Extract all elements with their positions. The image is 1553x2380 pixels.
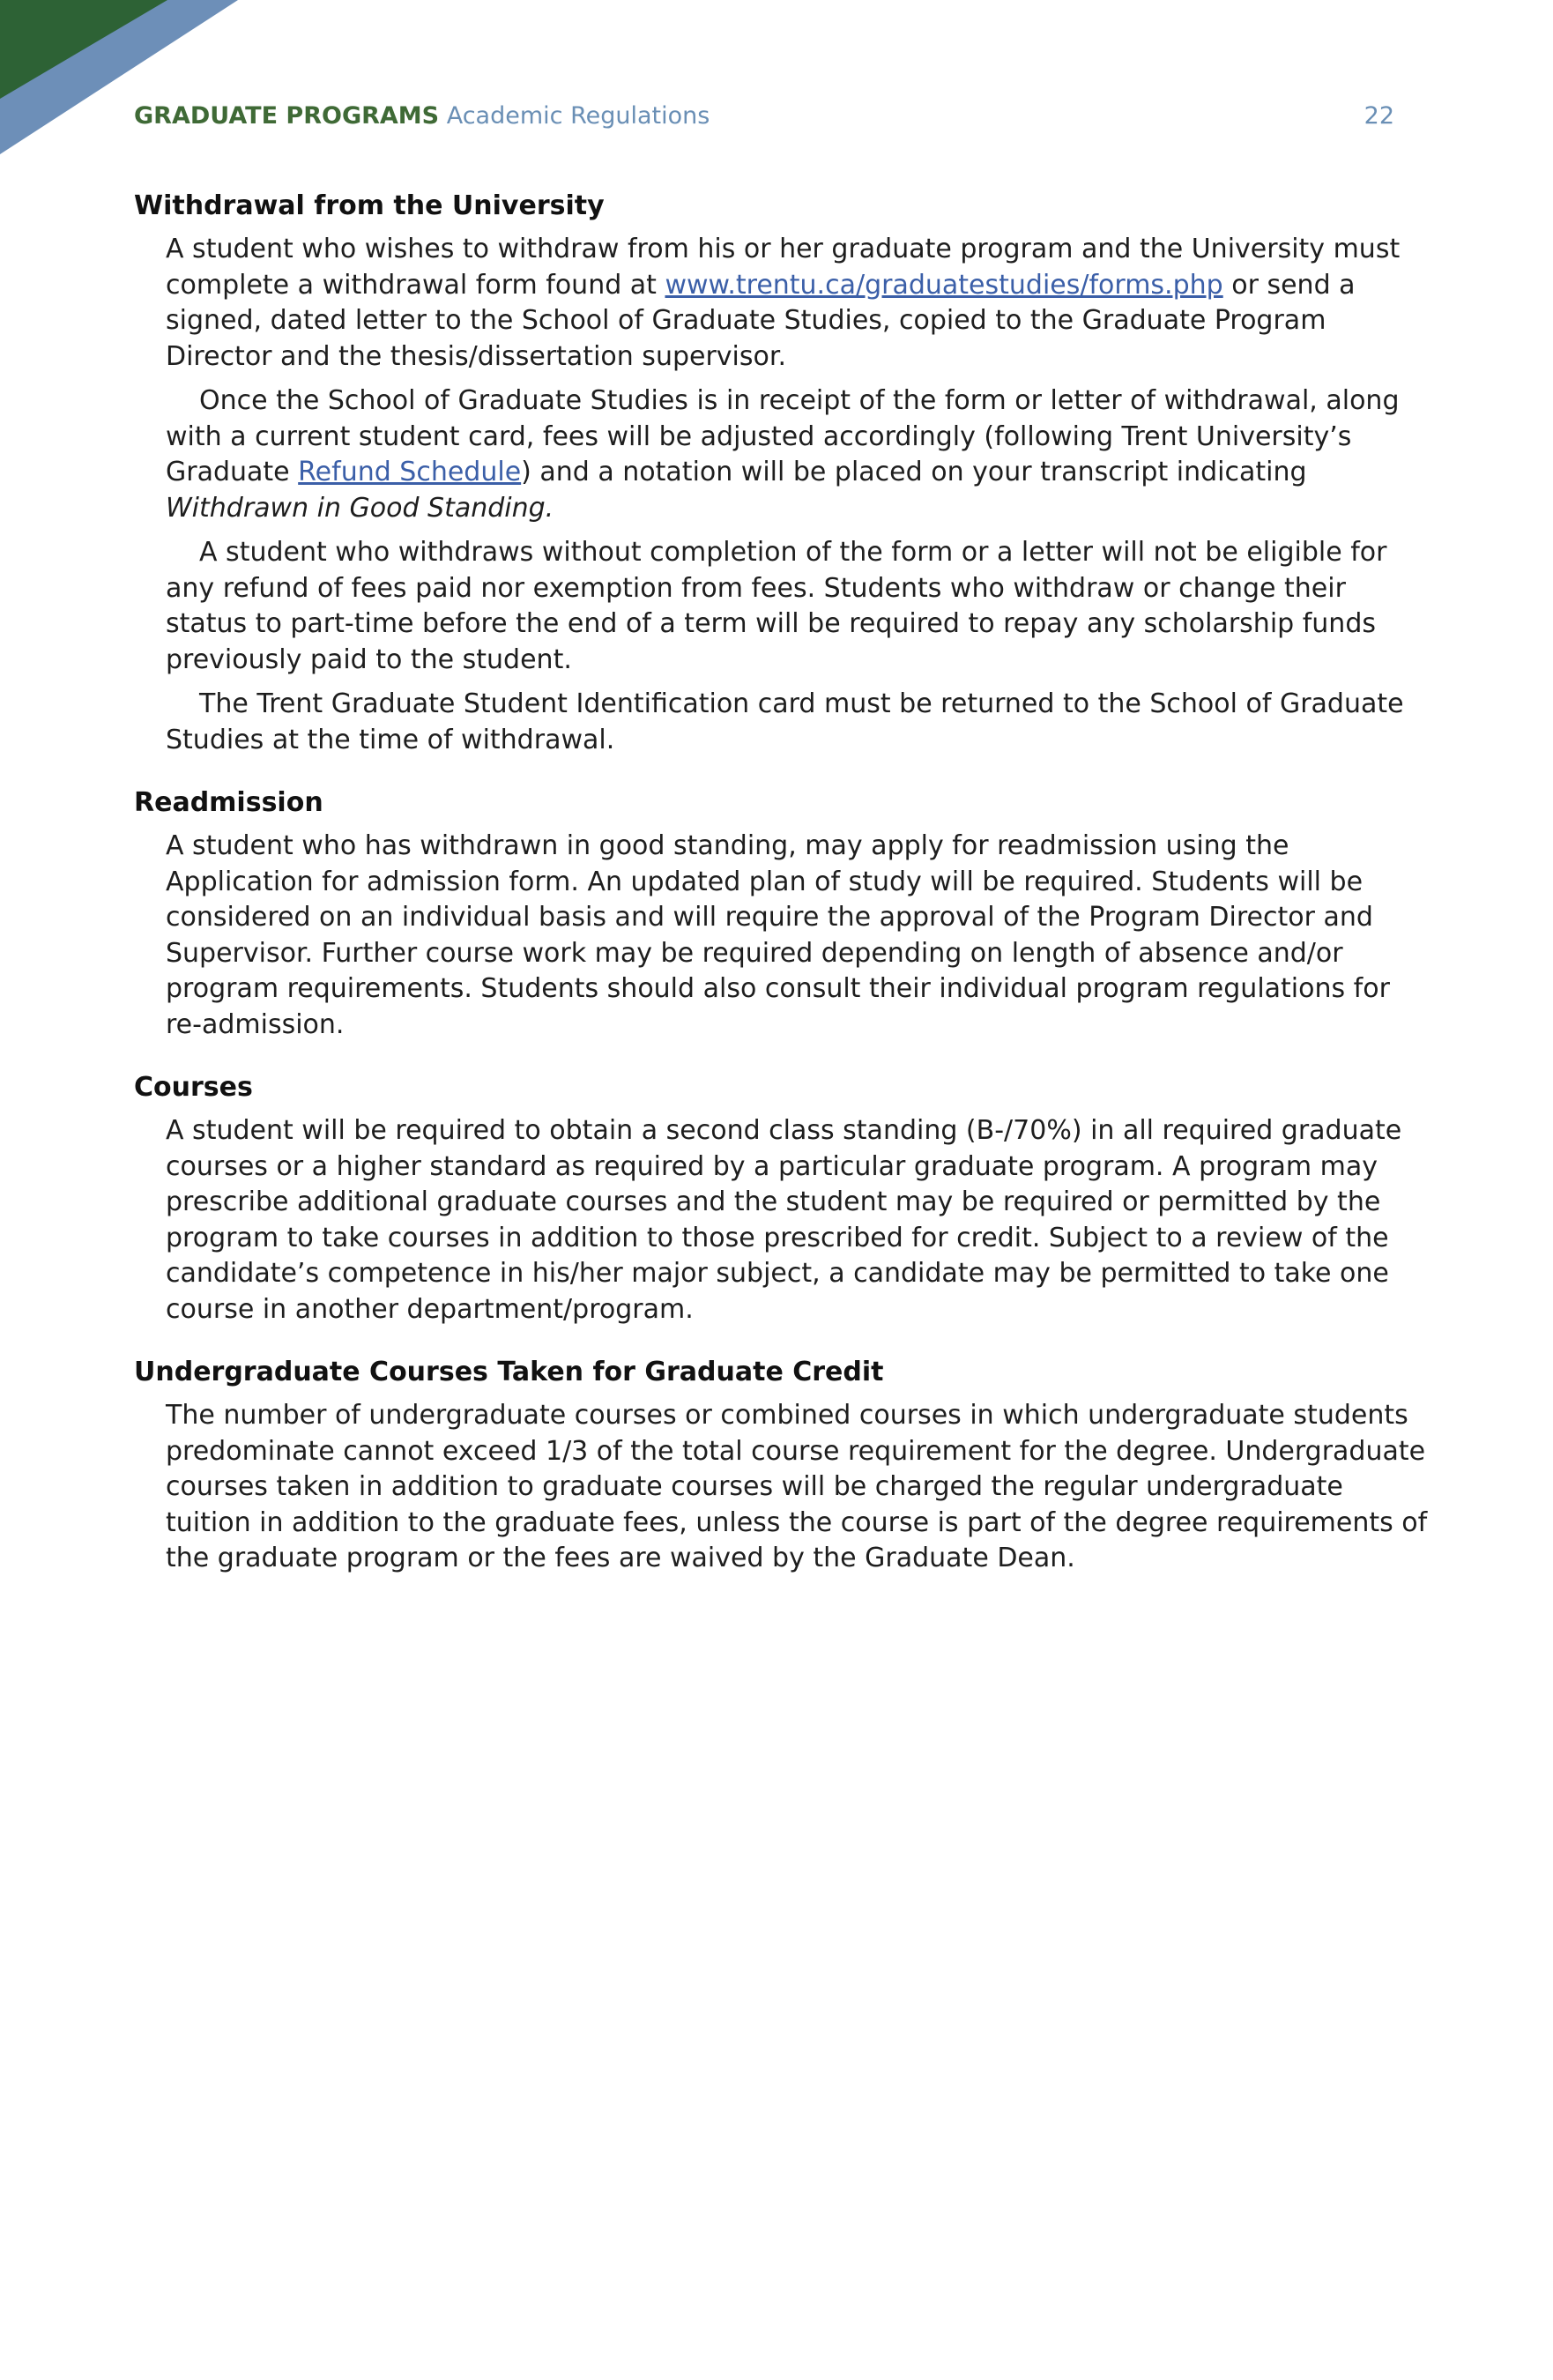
refund-schedule-link[interactable]: Refund Schedule: [298, 457, 522, 487]
running-header: [134, 99, 1394, 134]
paragraph-text: Once the School of Graduate Studies is in receipt of the form or letter of withdrawal, along with a current student card, fees will be adjusted accordingly (following Trent University’s Graduate: [166, 385, 1400, 487]
section-heading-courses: Courses: [134, 1072, 253, 1103]
section-withdrawal: [134, 188, 1430, 758]
section-heading-undergraduate-courses: Undergraduate Courses Taken for Graduate Credit: [134, 1357, 884, 1387]
section-heading-readmission: Readmission: [134, 787, 323, 818]
italic-notation: Withdrawn in Good Standing.: [166, 492, 554, 524]
paragraph: The number of undergraduate courses or combined courses in which undergraduate students predominate cannot exceed 1/3 of the total course requirement for the degree. Undergraduate courses taken in addition to graduate courses will be charged the regular undergraduate tuition in addition to the graduate fees, unless the course is part of the degree requirements of the graduate program or the fees are waived by the Graduate Dean.: [166, 1400, 1428, 1573]
corner-decoration: [0, 0, 264, 176]
paragraph: A student who has withdrawn in good standing, may apply for readmission using the Application for admission form. An updated plan of study will be required. Students will be considered on an individual basis and will require the approval of the Program Director and Supervisor. Further course work may be required depending on length of absence and/or program requirements. Students should also consult their individual program regulations for re-admission.: [166, 830, 1390, 1040]
paragraph-text: ) and a notation will be placed on your transcript indicating: [521, 457, 1307, 487]
paragraph: [166, 383, 1430, 526]
forms-link[interactable]: www.trentu.ca/graduatestudies/forms.php: [665, 269, 1223, 301]
paragraph: A student who withdraws without completion of the form or a letter will not be eligible for any refund of fees paid nor exemption from fees. Students who withdraw or change their status to part-time before the end of a term will be required to repay any scholarship funds previously paid to the student.: [166, 537, 1387, 675]
page-number: 22: [1364, 102, 1394, 130]
paragraph: A student will be required to obtain a second class standing (B-/70%) in all required graduate courses or a higher standard as required by a particular graduate program. A program may prescribe additional graduate courses and the student may be required or permitted by the program to take courses in addition to those prescribed for credit. Subject to a review of the candidate’s competence in his/her major subject, a candidate may be permitted to take one course in another department/program.: [166, 1115, 1402, 1325]
section-undergraduate-courses: [134, 1354, 1430, 1577]
section-courses: [134, 1069, 1430, 1328]
header-section-title: GRADUATE PROGRAMS: [134, 102, 440, 130]
paragraph: The Trent Graduate Student Identification card must be returned to the School of Graduate Studies at the time of withdrawal.: [166, 688, 1404, 755]
paragraph-text: A student who wishes to withdraw from his or her graduate program and the University must complete a withdrawal form found at: [166, 234, 1401, 301]
section-readmission: [134, 785, 1430, 1043]
document-body: [134, 188, 1430, 1603]
header-subsection-title: Academic Regulations: [446, 102, 710, 130]
section-heading-withdrawal: Withdrawal from the University: [134, 190, 605, 221]
paragraph: [166, 232, 1430, 375]
paragraph-text: or send a signed, dated letter to the School of Graduate Studies, copied to the Graduate Program Director and the thesis/dissertation supervisor.: [166, 269, 1356, 372]
